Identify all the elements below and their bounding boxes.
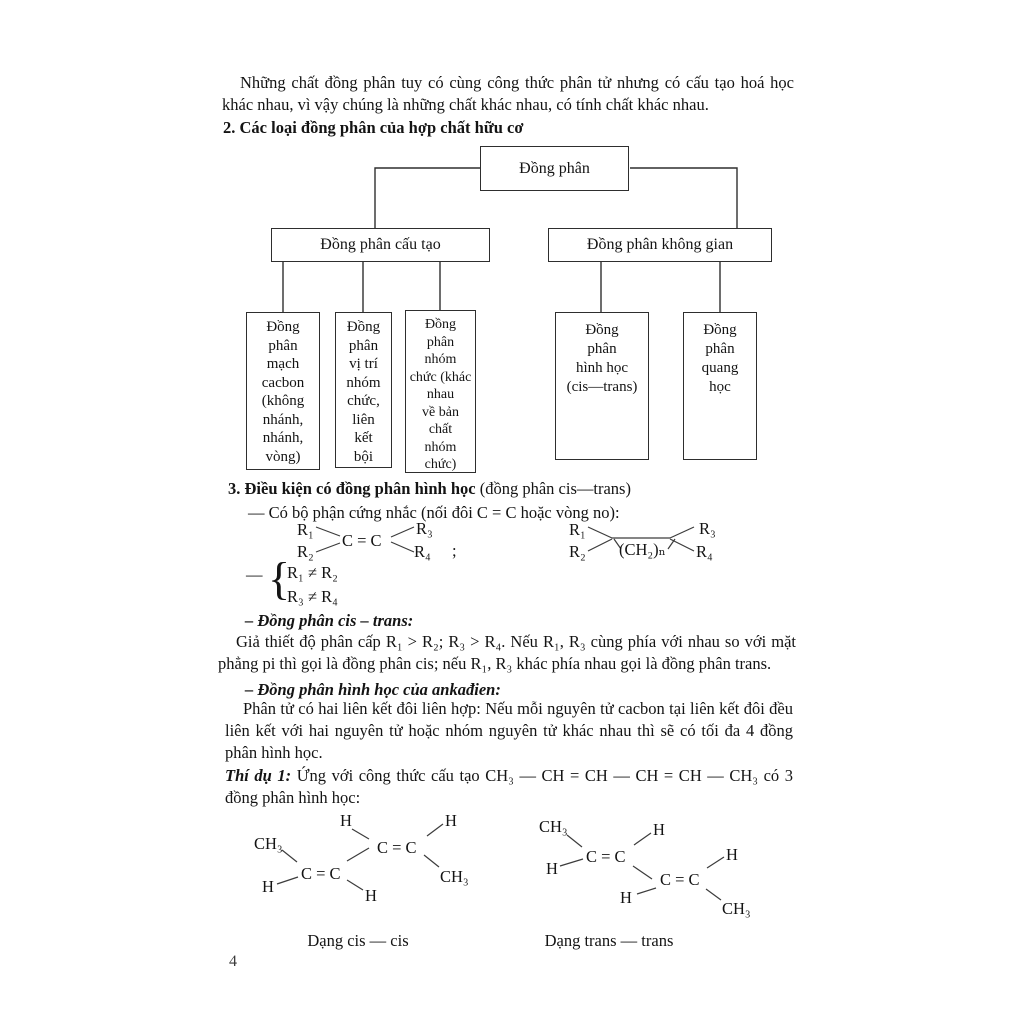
section2-heading: 2. Các loại đồng phân của hợp chất hữu cơ — [223, 118, 524, 137]
cis-h-right-top: H — [445, 811, 457, 830]
cis-trans-paragraph: Giả thiết độ phân cấp R₁ > R₂; R₃ > R₄. Nếu R₁, R₃ cùng phía với nhau so với mặt phẳng pi thì gọi là đồng phân cis; nếu R₁, R₃ khác phía nhau gọi là đồng phân trans. — [218, 632, 796, 673]
tree-leaf-functional-group-box: Đồng phân nhóm chức (khác nhau về bản chất nhóm chức) — [405, 310, 476, 473]
trans-h-mid: H — [620, 888, 632, 907]
intro-paragraph: Những chất đồng phân tuy có cùng công thức phân tử nhưng có cấu tạo hoá học khác nhau, vì vậy chúng là những chất khác nhau, có tính chất khác nhau. — [222, 73, 794, 114]
tree-leaf-position-box: Đồng phân vị trí nhóm chức, liên kết bội — [335, 312, 392, 468]
trans-ch3-right: CH₃ — [722, 899, 751, 918]
trans-h-left: H — [546, 859, 558, 878]
section3-heading-bold: 3. Điều kiện có đồng phân hình học — [228, 479, 480, 498]
rigid-part-line: — Có bộ phận cứng nhắc (nối đôi C = C hoặc vòng no): — [248, 503, 620, 522]
formula-right-r2: R₂ — [569, 542, 586, 561]
cis-trans-heading: – Đồng phân cis – trans: — [245, 611, 414, 630]
trans-cc1: C = C — [586, 847, 626, 866]
inequality-dash: — — [246, 565, 263, 584]
formula-right-r1: R₁ — [569, 520, 586, 539]
section3-heading — [228, 478, 631, 500]
formula-right-r3: R₃ — [699, 519, 716, 538]
formula-separator: ; — [452, 541, 457, 560]
formula-left-cc: C = C — [342, 531, 382, 550]
formula-right-r4: R₄ — [696, 542, 713, 561]
inequality-brace: { — [268, 553, 291, 604]
page-number: 4 — [229, 953, 237, 970]
cis-cc1: C = C — [301, 864, 341, 883]
tree-branch-spatial-box: Đồng phân không gian — [548, 228, 772, 262]
formula-left-r4: R₄ — [414, 542, 431, 561]
trans-cc2: C = C — [660, 870, 700, 889]
trans-caption: Dạng trans — trans — [544, 931, 674, 950]
formula-left-r1: R₁ — [297, 520, 314, 539]
cis-h-left: H — [262, 877, 274, 896]
cis-caption: Dạng cis — cis — [307, 931, 409, 950]
trans-ch3-left: CH₃ — [539, 817, 568, 836]
formula-left-r2: R₂ — [297, 542, 314, 561]
cis-ch3-left: CH₃ — [254, 834, 283, 853]
trans-h-top2: H — [726, 845, 738, 864]
example-text: Ứng với công thức cấu tạo CH₃ — CH = CH — CH = CH — CH₃ có 3 đồng phân hình học: — [225, 766, 793, 807]
section3-heading-paren: (đồng phân cis—trans) — [479, 479, 631, 498]
tree-leaf-carbon-chain-box: Đồng phân mạch cacbon (không nhánh, nhánh, vòng) — [246, 312, 320, 470]
formula-left-r3: R₃ — [416, 519, 433, 538]
example-label: Thí dụ 1: — [225, 766, 292, 785]
tree-leaf-geometric-box: Đồng phân hình học (cis—trans) — [555, 312, 649, 460]
inequality-line2: R₃ ≠ R₄ — [287, 587, 338, 606]
trans-h-top1: H — [653, 820, 665, 839]
cis-h-mid-top: H — [340, 811, 352, 830]
tree-branch-structural-box: Đồng phân cấu tạo — [271, 228, 490, 262]
tree-root-box: Đồng phân — [480, 146, 629, 191]
cis-h-mid-bottom: H — [365, 886, 377, 905]
ankadien-heading: – Đồng phân hình học của ankađien: — [245, 680, 501, 699]
cis-cc2: C = C — [377, 838, 417, 857]
inequality-line1: R₁ ≠ R₂ — [287, 563, 338, 582]
ankadien-paragraph: Phân tử có hai liên kết đôi liên hợp: Nếu mỗi nguyên tử cacbon tại liên kết đôi đều liên kết với hai nguyên tử hoặc nhóm nguyên tử khác nhau thì sẽ có tối đa 4 đồng phân hình học. — [225, 699, 793, 762]
tree-leaf-optical-box: Đồng phân quang học — [683, 312, 757, 460]
cis-ch3-right: CH₃ — [440, 867, 469, 886]
example-paragraph — [225, 765, 793, 809]
formula-right-chain: (CH₂)ₙ — [619, 540, 666, 559]
